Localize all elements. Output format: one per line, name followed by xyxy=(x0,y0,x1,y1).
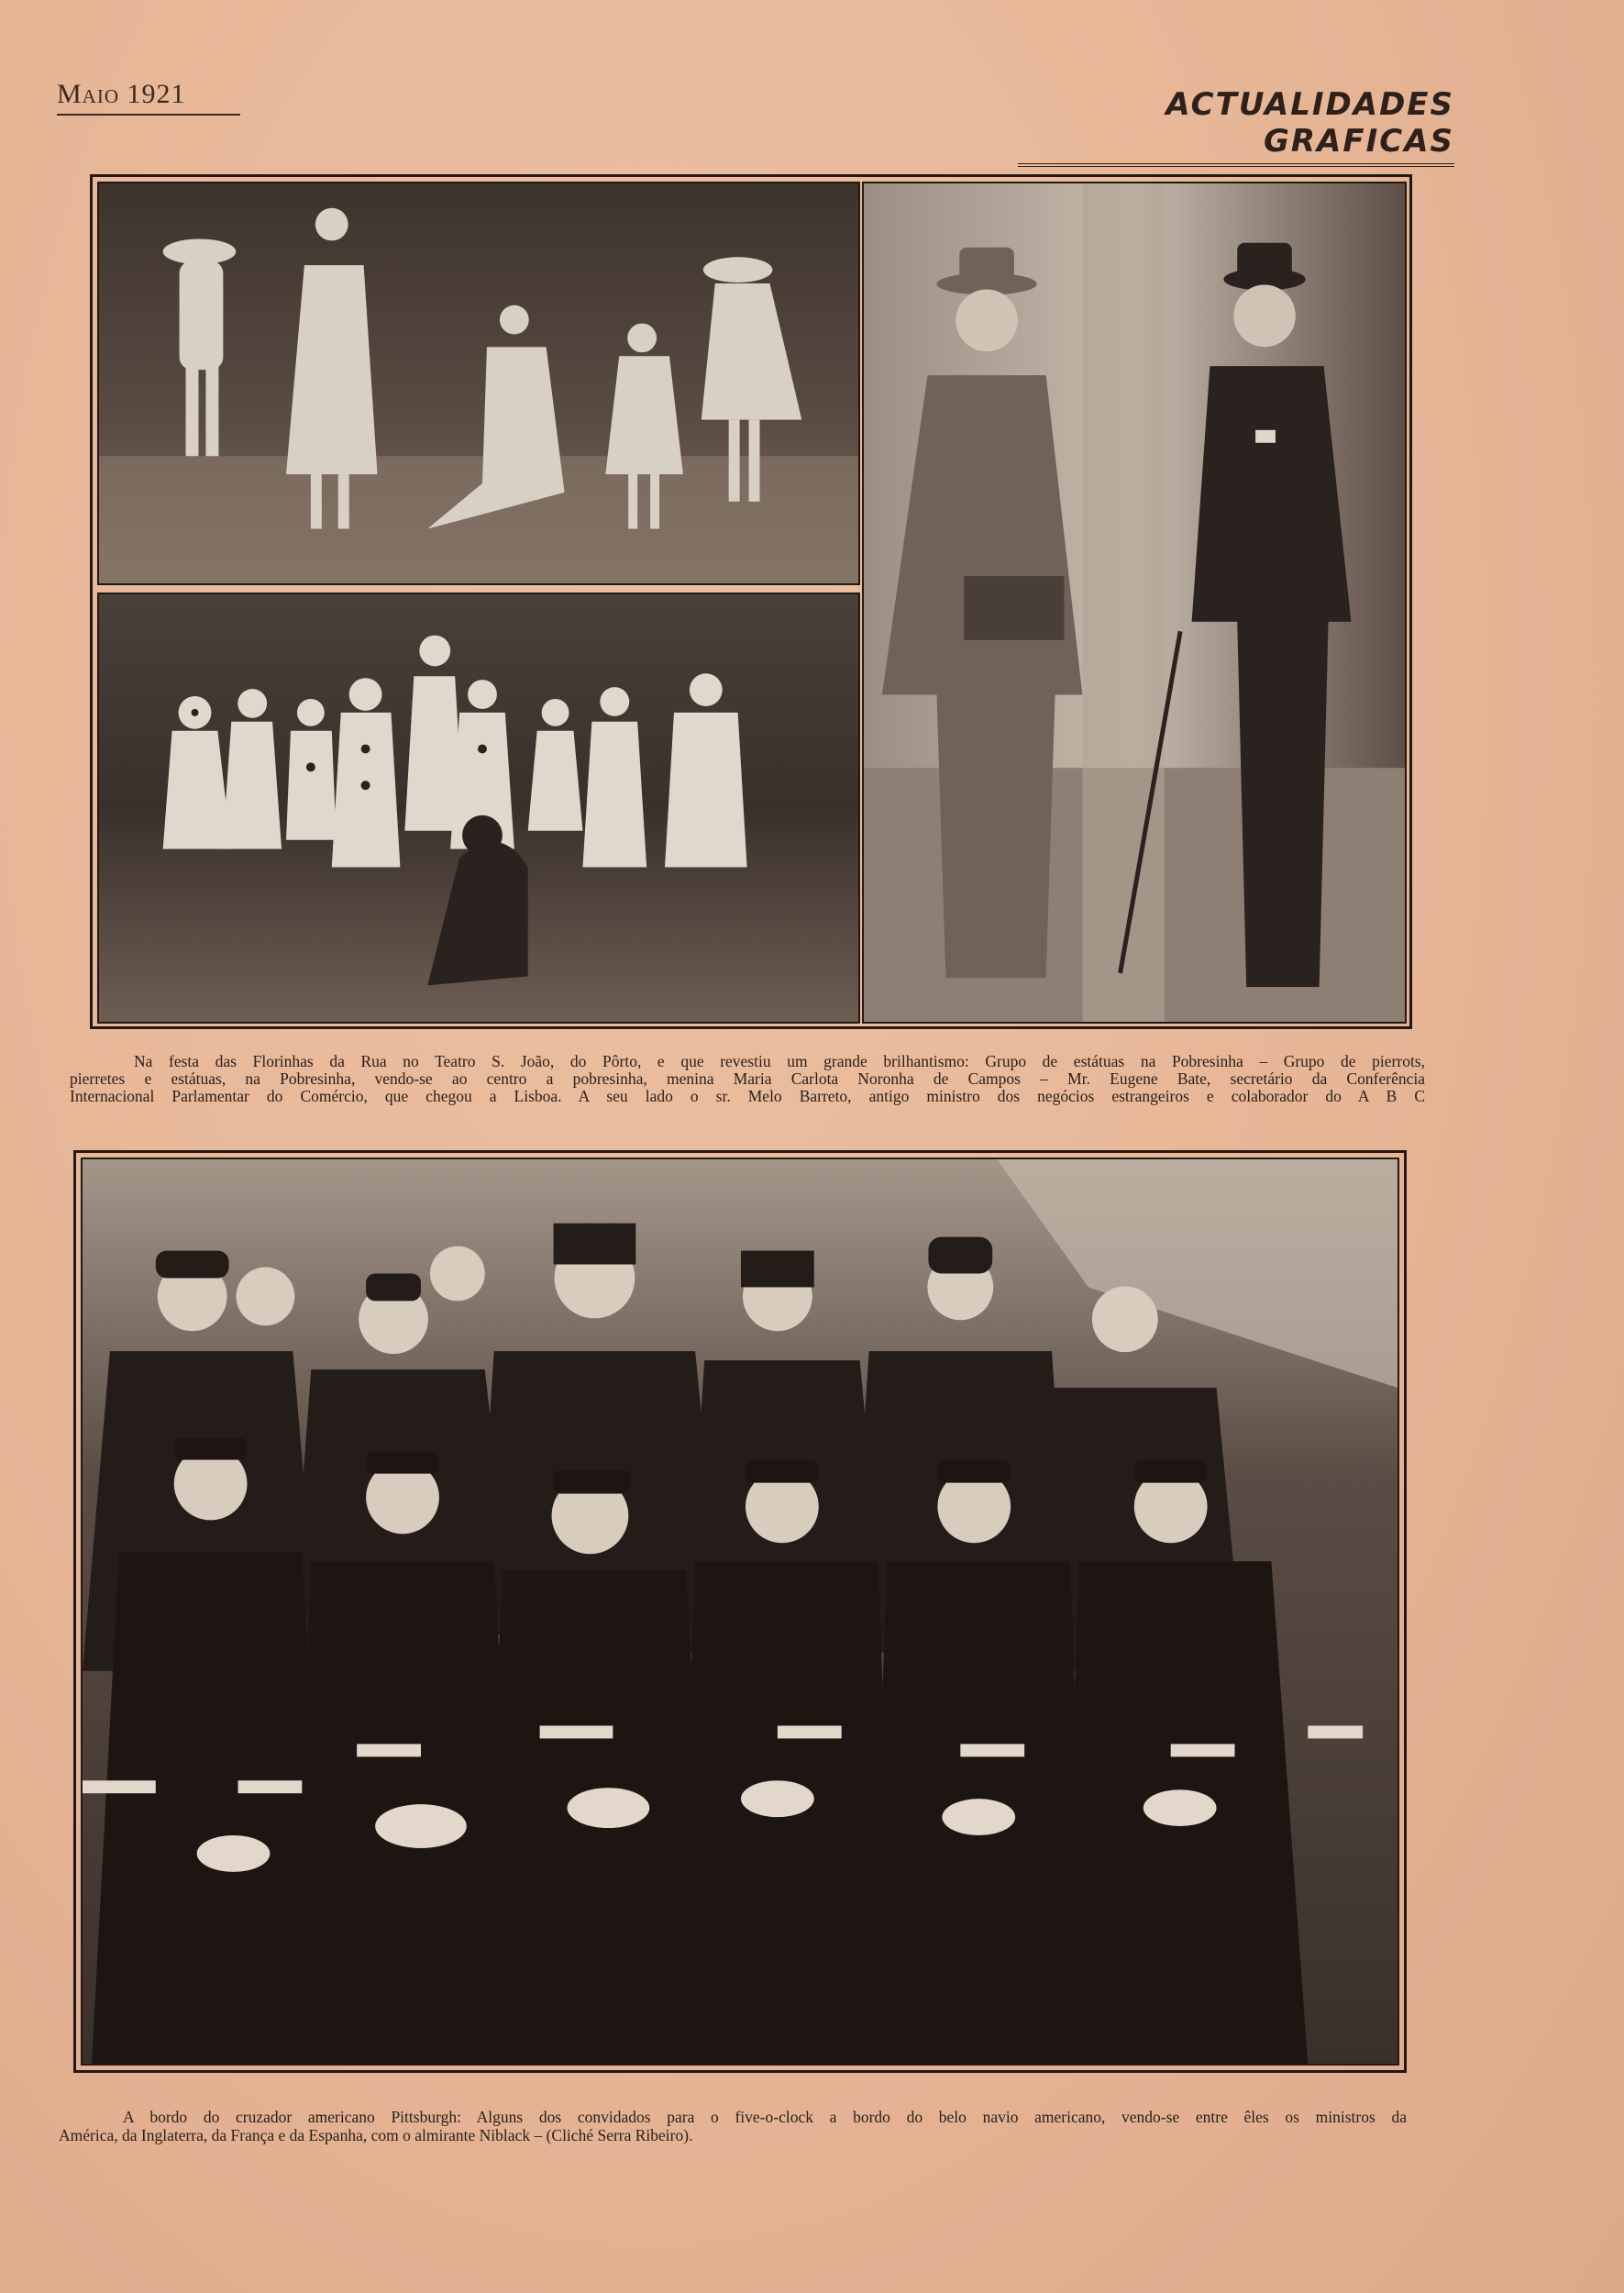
photo-pittsburgh-guests xyxy=(81,1158,1399,2066)
photo-two-gentlemen xyxy=(862,182,1407,1024)
top-caption-line-1: Na festa das Florinhas da Rua no Teatro S. João, do Pôrto, e que revestiu um grande brilhantismo: Grupo de estátuas na Pobresinha – Grupo de pierrots, xyxy=(134,1052,1425,1070)
top-caption xyxy=(70,1053,1425,1105)
bottom-caption-line-1: A bordo do cruzador americano Pittsburgh: Alguns dos convidados para o five-o-clock a bordo do belo navio americano, vendo-se entre êles os ministros da xyxy=(123,2108,1407,2126)
bottom-caption xyxy=(59,2108,1407,2144)
issue-date: Maio 1921 xyxy=(57,79,240,116)
photo-statues-group xyxy=(97,182,860,585)
photo-pierrots-group xyxy=(97,593,860,1024)
bottom-caption-line-2: América, da Inglaterra, da França e da Espanha, com o almirante Niblack – (Cliché Serra Ribeiro). xyxy=(59,2126,693,2144)
top-caption-line-2: pierretes e estátuas, na Pobresinha, vendo-se ao centro a pobresinha, menina Maria Carlota Noronha de Campos – Mr. Eugene Bate, secretário da Conferência xyxy=(70,1069,1425,1088)
top-caption-line-3: Internacional Parlamentar do Comércio, que chegou a Lisboa. A seu lado o sr. Melo Barreto, antigo ministro dos negócios estrangeiros e colaborador do A B C xyxy=(70,1087,1425,1105)
publication-title: ACTUALIDADES GRAFICAS xyxy=(1018,86,1454,167)
